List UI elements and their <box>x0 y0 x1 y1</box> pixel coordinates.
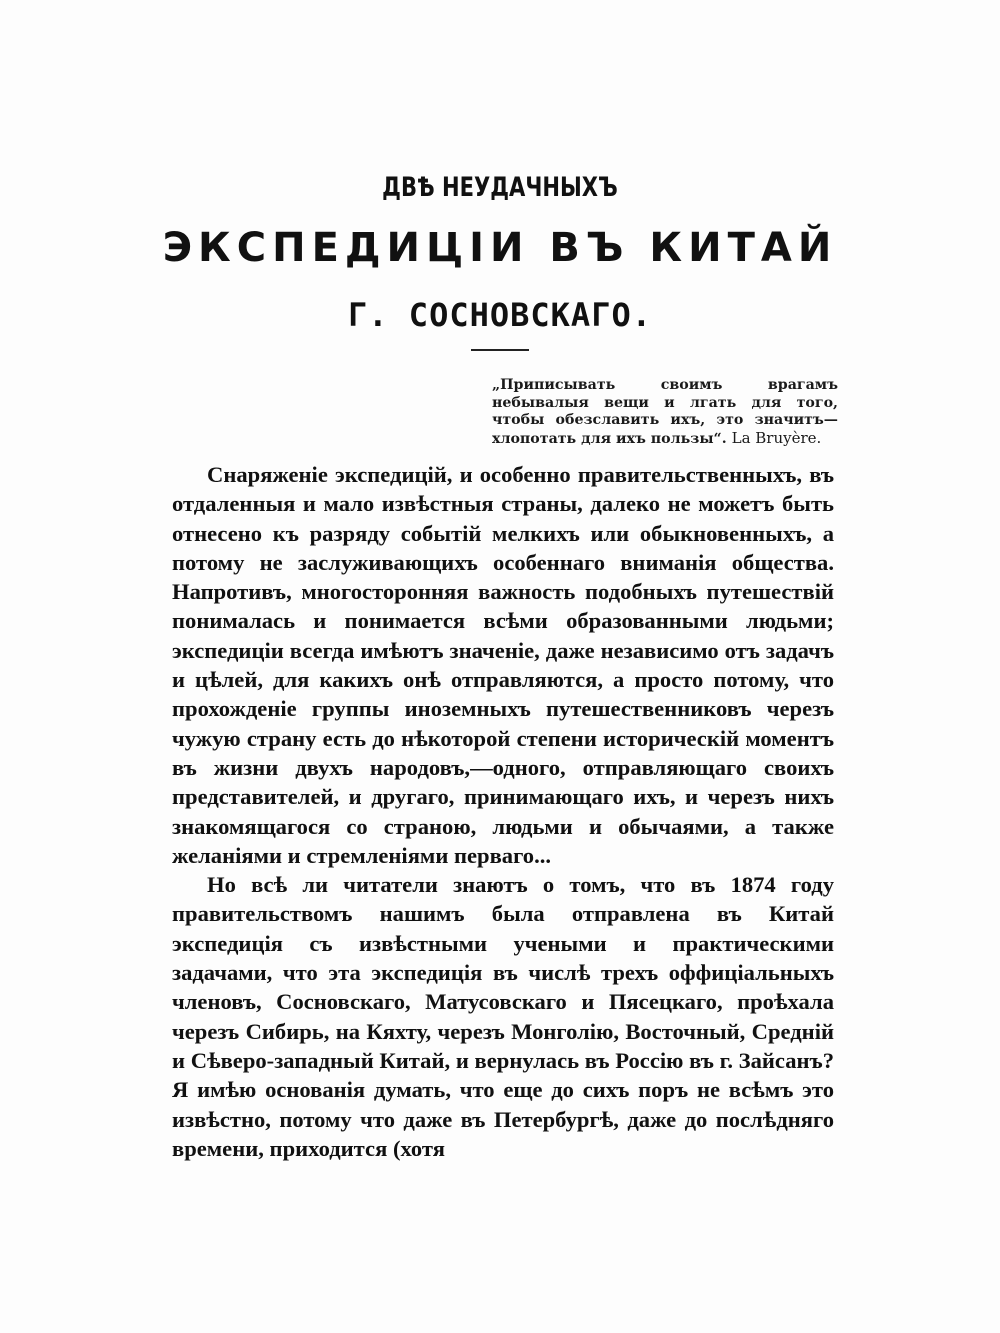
title-divider <box>471 349 529 351</box>
body-text <box>172 460 834 1163</box>
title-line-1: ДВѢ НЕУДАЧНЫХЪ <box>382 172 618 203</box>
epigraph <box>492 377 838 448</box>
title-author: Г. СОСНОВСКАГО. <box>348 296 652 334</box>
epigraph-author: La Bruyère. <box>731 428 822 447</box>
paragraph-2: Но всѣ ли читатели знаютъ о томъ, что въ 1874 году правительствомъ нашимъ была отправлена въ Китай экспедиція съ извѣстными учеными и практическими задачами, что эта экспедиція въ числѣ трехъ оффиціальныхъ членовъ, Сосновскаго, Матусовскаго и Пясецкаго, проѣхала черезъ Сибирь, на Кяхту, черезъ Монголію, Восточный, Средній и Сѣверо-западный Китай, и вернулась въ Россію въ г. Зайсанъ? Я имѣю основанія думать, что еще до сихъ поръ не всѣмъ это извѣстно, потому что даже въ Петербургѣ, даже до послѣдняго времени, приходится (хотя <box>172 872 834 1161</box>
epigraph-text: „Приписывать своимъ врагамъ небывалыя вещи и лгать для того, чтобы обезславить ихъ, это значитъ—хлопотать для ихъ пользы“. <box>492 377 838 447</box>
title-line-2: ЭКСПЕДИЦІИ ВЪ КИТАЙ <box>162 225 838 271</box>
paragraph-1: Снаряженіе экспедицій, и особенно правительственныхъ, въ отдаленныя и мало извѣстныя страны, далеко не можетъ быть отнесено къ разряду событій мелкихъ или обыкновенныхъ, а потому не заслуживающихъ особеннаго вниманія общества. Напротивъ, многосторонняя важность подобныхъ путешествій понималась и понимается всѣми образованными людьми; экспедиціи всегда имѣютъ значеніе, даже независимо отъ задачъ и цѣлей, для какихъ онѣ отправляются, а просто потому, что прохожденіе группы иноземныхъ путешественниковъ черезъ чужую страну есть до нѣкоторой степени историческій моментъ въ жизни двухъ народовъ,—одного, отправляющаго своихъ представителей, и другаго, принимающаго ихъ, и черезъ нихъ знакомящагося со страною, людьми и обычаями, а также желаніями и стремленіями перваго... <box>172 462 834 868</box>
